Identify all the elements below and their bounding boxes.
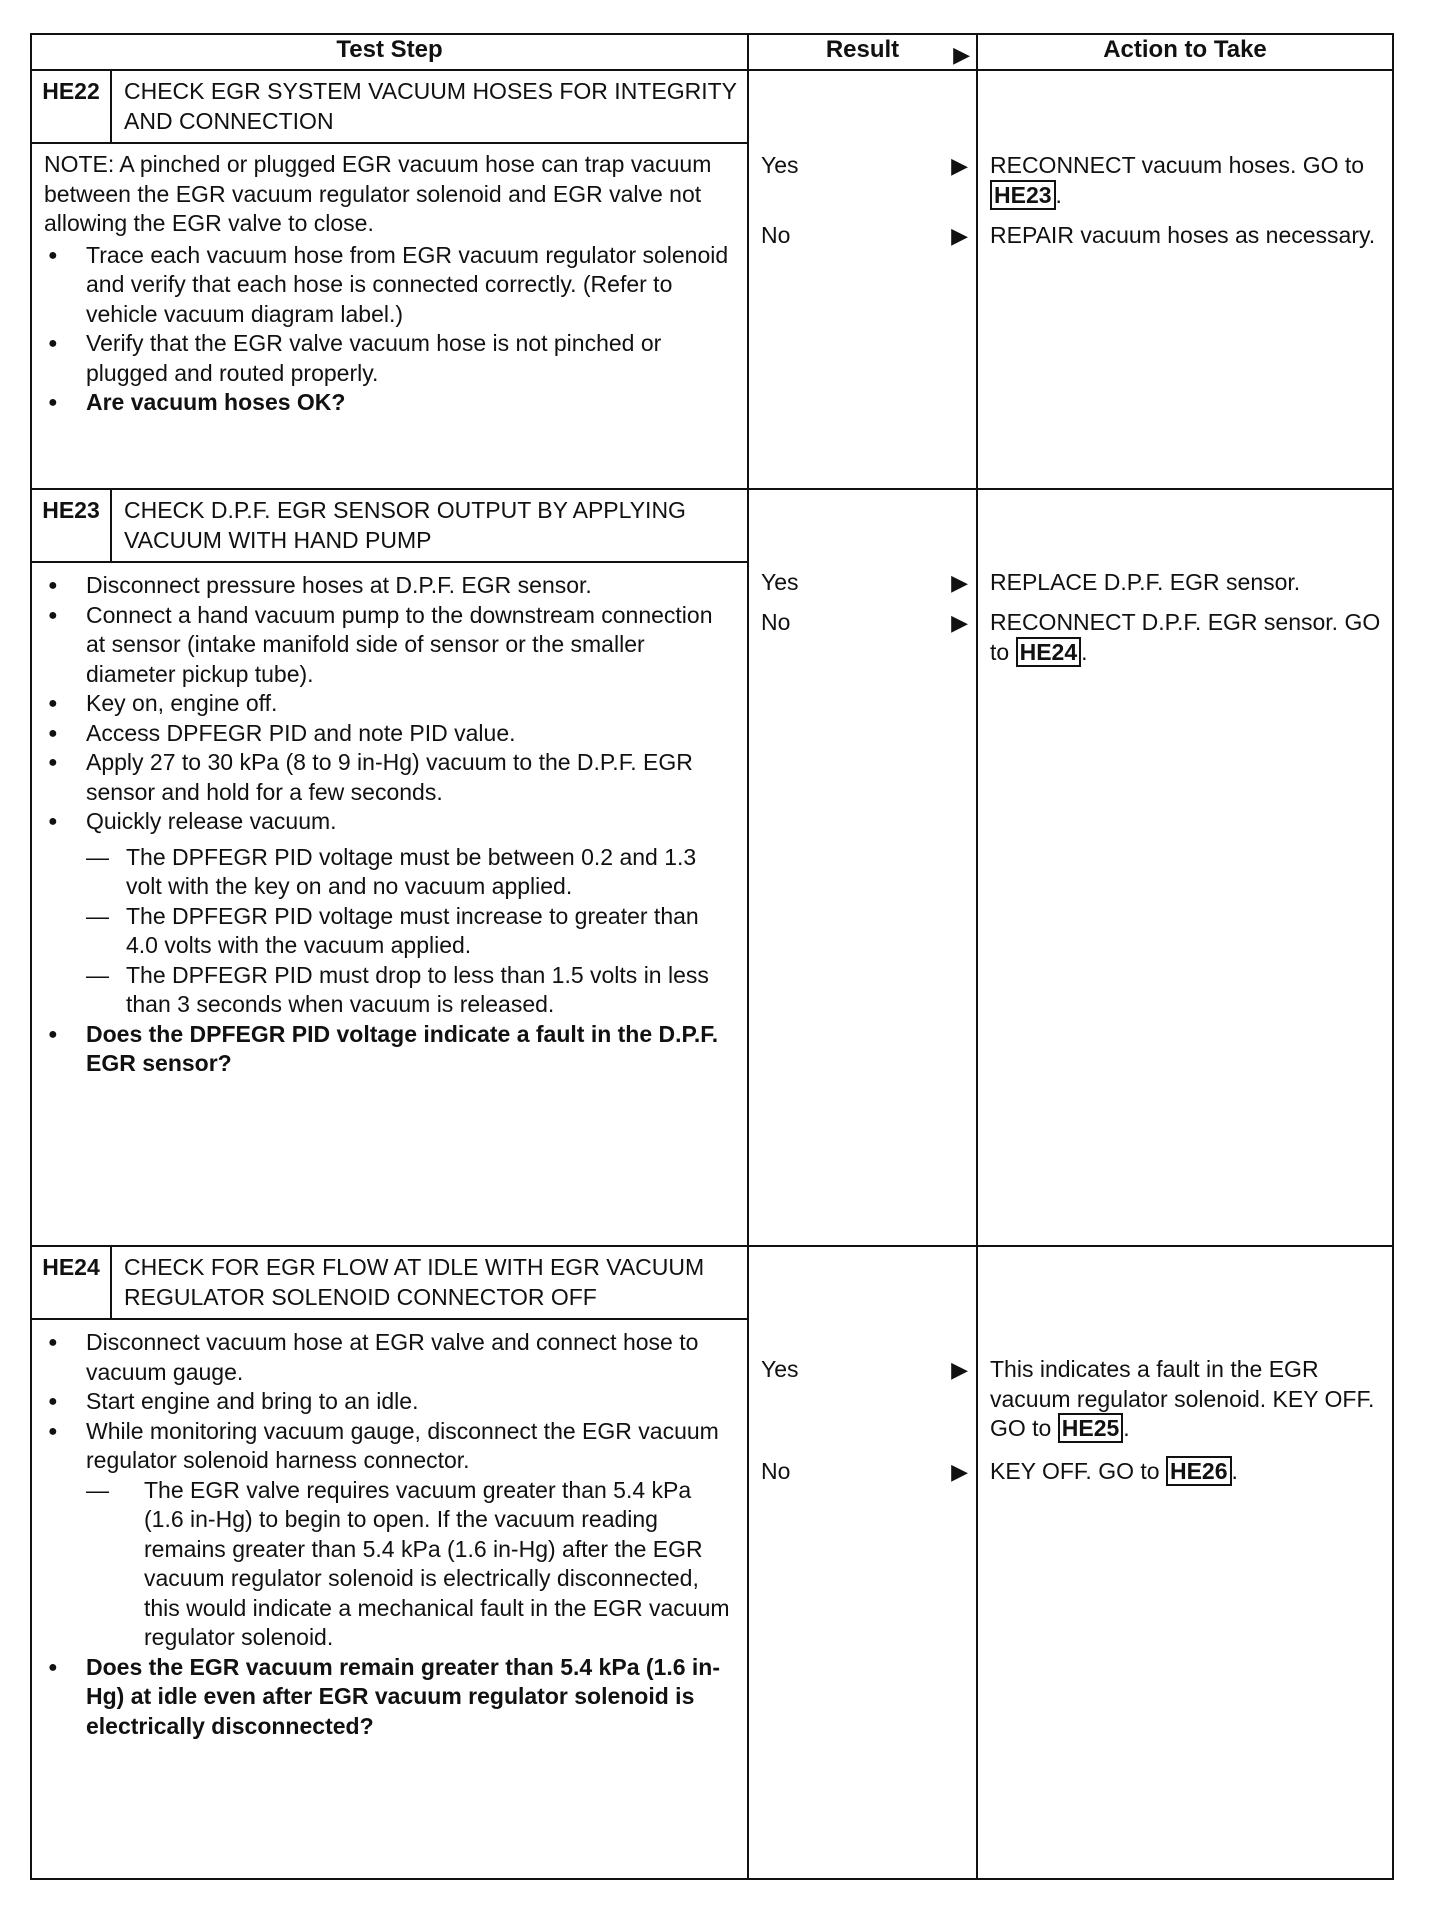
dash-item: — The DPFEGR PID must drop to less than 1.5 volts in less than 3 seconds when vacuum is released.	[86, 961, 737, 1020]
action-text: KEY OFF. GO to	[990, 1458, 1160, 1484]
result-label: No	[761, 222, 791, 248]
result-label: Yes	[761, 569, 799, 595]
arrow-right-icon: ▶	[951, 1357, 968, 1382]
action-yes	[990, 1355, 1386, 1444]
bullet-list	[44, 1020, 737, 1079]
step-id: HE22	[31, 70, 111, 143]
arrow-right-icon: ▶	[951, 223, 968, 248]
action-text: RECONNECT D.P.F. EGR sensor. GO to	[990, 609, 1381, 665]
bullet-item: ● Start engine and bring to an idle.	[44, 1387, 737, 1417]
action-text: This indicates a fault in the EGR vacuum regulator solenoid. KEY OFF. GO to	[990, 1356, 1375, 1441]
arrow-right-icon: ▶	[951, 1459, 968, 1484]
action-tail: .	[1231, 1458, 1238, 1484]
step-reference[interactable]: HE26	[1166, 1456, 1232, 1486]
bullet-item: ● While monitoring vacuum gauge, disconnect the EGR vacuum regulator solenoid harness connector.	[44, 1417, 737, 1476]
bullet-list	[44, 571, 737, 837]
action-tail: .	[1081, 638, 1088, 665]
dash-list	[86, 1476, 737, 1653]
step-title: CHECK FOR EGR FLOW AT IDLE WITH EGR VACUUM REGULATOR SOLENOID CONNECTOR OFF	[111, 1246, 748, 1319]
result-no	[761, 221, 972, 251]
step-id: HE24	[31, 1246, 111, 1319]
bullet-item: ● Disconnect pressure hoses at D.P.F. EGR sensor.	[44, 571, 737, 601]
action-text: REPLACE D.P.F. EGR sensor.	[990, 569, 1301, 595]
action-text: RECONNECT vacuum hoses. GO to	[990, 152, 1365, 178]
arrow-right-icon: ▶	[953, 42, 970, 67]
bullet-item: ● Connect a hand vacuum pump to the downstream connection at sensor (intake manifold side of sensor or the smaller diameter pickup tube).	[44, 601, 737, 690]
result-yes	[761, 568, 972, 598]
dash-item: — The DPFEGR PID voltage must increase to greater than 4.0 volts with the vacuum applied.	[86, 902, 737, 961]
dash-list	[86, 843, 737, 1020]
bullet-item: ● Key on, engine off.	[44, 689, 737, 719]
step-results	[748, 489, 977, 1246]
result-label: Yes	[761, 1356, 799, 1382]
step-body	[31, 1319, 748, 1879]
action-yes	[990, 568, 1386, 598]
step-title: CHECK EGR SYSTEM VACUUM HOSES FOR INTEGRITY AND CONNECTION	[111, 70, 748, 143]
bullet-question: ● Are vacuum hoses OK?	[44, 388, 737, 418]
action-tail: .	[1123, 1415, 1130, 1441]
step-reference[interactable]: HE23	[990, 180, 1056, 210]
action-yes	[990, 151, 1386, 210]
header-test-step: Test Step	[31, 34, 748, 70]
header-result-label: Result	[825, 36, 900, 63]
step-note: NOTE: A pinched or plugged EGR vacuum hose can trap vacuum between the EGR vacuum regulator solenoid and EGR valve not allowing the EGR valve to close.	[44, 151, 712, 236]
step-actions	[977, 70, 1393, 489]
result-no	[761, 608, 972, 638]
step-results	[748, 1246, 977, 1879]
step-he24-title-row	[31, 1246, 1393, 1319]
diagnostic-test-table	[30, 33, 1394, 1880]
step-actions	[977, 489, 1393, 1246]
result-label: No	[761, 609, 791, 635]
step-he22-title-row	[31, 70, 1393, 143]
action-tail: .	[1055, 181, 1062, 208]
bullet-question: ● Does the EGR vacuum remain greater than 5.4 kPa (1.6 in-Hg) at idle even after EGR vacuum regulator solenoid is electrically disconnected?	[44, 1653, 737, 1742]
dash-item: — The DPFEGR PID voltage must be between 0.2 and 1.3 volt with the key on and no vacuum applied.	[86, 843, 737, 902]
bullet-list	[44, 241, 737, 418]
step-body	[31, 562, 748, 1246]
bullet-list	[44, 1653, 737, 1742]
step-actions	[977, 1246, 1393, 1879]
arrow-right-icon: ▶	[951, 570, 968, 595]
result-label: No	[761, 1458, 791, 1484]
action-no	[990, 221, 1386, 251]
bullet-item: ● Quickly release vacuum.	[44, 807, 737, 837]
arrow-right-icon: ▶	[951, 153, 968, 178]
step-results	[748, 70, 977, 489]
action-no	[990, 608, 1386, 667]
table-header-row	[31, 34, 1393, 70]
step-body	[31, 143, 748, 489]
step-id: HE23	[31, 489, 111, 562]
result-yes	[761, 151, 972, 181]
header-action: Action to Take	[977, 34, 1393, 70]
result-yes	[761, 1355, 972, 1385]
bullet-item: ● Verify that the EGR valve vacuum hose is not pinched or plugged and routed properly.	[44, 329, 737, 388]
step-reference[interactable]: HE24	[1016, 637, 1082, 667]
result-label: Yes	[761, 152, 799, 178]
step-he23-title-row	[31, 489, 1393, 562]
bullet-item: ● Access DPFEGR PID and note PID value.	[44, 719, 737, 749]
bullet-question: ● Does the DPFEGR PID voltage indicate a fault in the D.P.F. EGR sensor?	[44, 1020, 737, 1079]
dash-item: — The EGR valve requires vacuum greater than 5.4 kPa (1.6 in-Hg) to begin to open. If the vacuum reading remains greater than 5.4 kPa (1.6 in-Hg) after the EGR vacuum regulator solenoid is electrically disconnected, this would indicate a mechanical fault in the EGR vacuum regulator solenoid.	[86, 1476, 737, 1653]
header-result	[748, 34, 977, 70]
step-title: CHECK D.P.F. EGR SENSOR OUTPUT BY APPLYING VACUUM WITH HAND PUMP	[111, 489, 748, 562]
bullet-item: ● Apply 27 to 30 kPa (8 to 9 in-Hg) vacuum to the D.P.F. EGR sensor and hold for a few seconds.	[44, 748, 737, 807]
bullet-list	[44, 1328, 737, 1476]
step-reference[interactable]: HE25	[1058, 1413, 1124, 1443]
result-no	[761, 1457, 972, 1487]
action-text: REPAIR vacuum hoses as necessary.	[990, 222, 1376, 248]
arrow-right-icon: ▶	[951, 610, 968, 635]
action-no	[990, 1457, 1386, 1487]
bullet-item: ● Trace each vacuum hose from EGR vacuum regulator solenoid and verify that each hose is connected correctly. (Refer to vehicle vacuum diagram label.)	[44, 241, 737, 330]
bullet-item: ● Disconnect vacuum hose at EGR valve and connect hose to vacuum gauge.	[44, 1328, 737, 1387]
